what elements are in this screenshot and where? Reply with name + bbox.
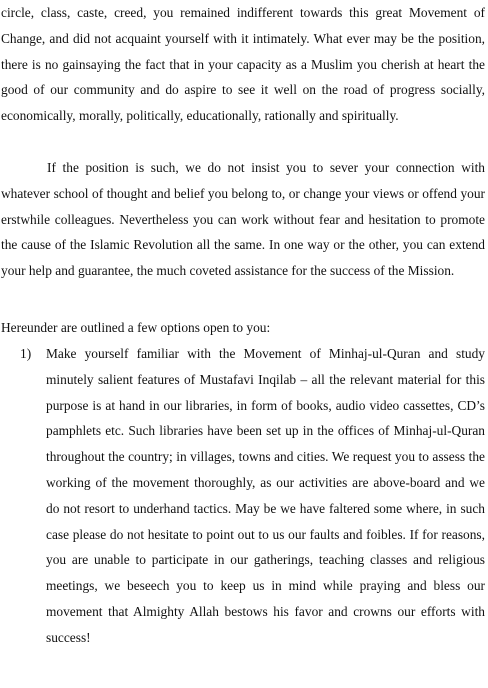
paragraph-1: circle, class, caste, creed, you remained indifferent towards this great Movement of Change, and did not acquaint yourself with it intimately. What ever may be the position, there is no gainsaying the fact that in your capacity as a Muslim you cherish at heart the good of our community and do aspire to see it well on the road of progress socially, economically, morally, politically, educationally, rationally and spiritually. — [1, 5, 485, 124]
paragraph-2: If the position is such, we do not insist you to sever your connection with whatever school of thought and belief you belong to, or change your views or offend your erstwhile colleagues. Nevertheless you can work without fear and hesitation to promote the cause of the Islamic Revolution all the same. In one way or the other, you can extend your help and guarantee, the much coveted assistance for the success of the Mission. — [1, 160, 485, 279]
list-item — [0, 341, 488, 651]
list-item-marker: 1) — [20, 346, 32, 361]
options-list — [0, 341, 488, 651]
list-item-text: Make yourself familiar with the Movement of Minhaj-ul-Quran and study minutely salient features of Mustafavi Inqilab – all the relevant material for this purpose is at hand in our libraries, in form of books, audio video cassettes, CD’s pamphlets etc. Such libraries have been set up in the offices of Minhaj-ul-Quran throughout the country; in villages, towns and cities. We request you to assess the working of the movement thoroughly, as our activities are above-board and we do not resort to underhand tactics. May be we have faltered some where, in such case please do not hesitate to point out to us our faults and foibles. If for reasons, you are unable to participate in our gatherings, teaching classes and religious meetings, we beseech you to keep us in mind while praying and bless our movement that Almighty Allah bestows his favor and crowns our efforts with success! — [46, 346, 485, 645]
paragraph-3: Hereunder are outlined a few options open to you: — [1, 320, 271, 335]
